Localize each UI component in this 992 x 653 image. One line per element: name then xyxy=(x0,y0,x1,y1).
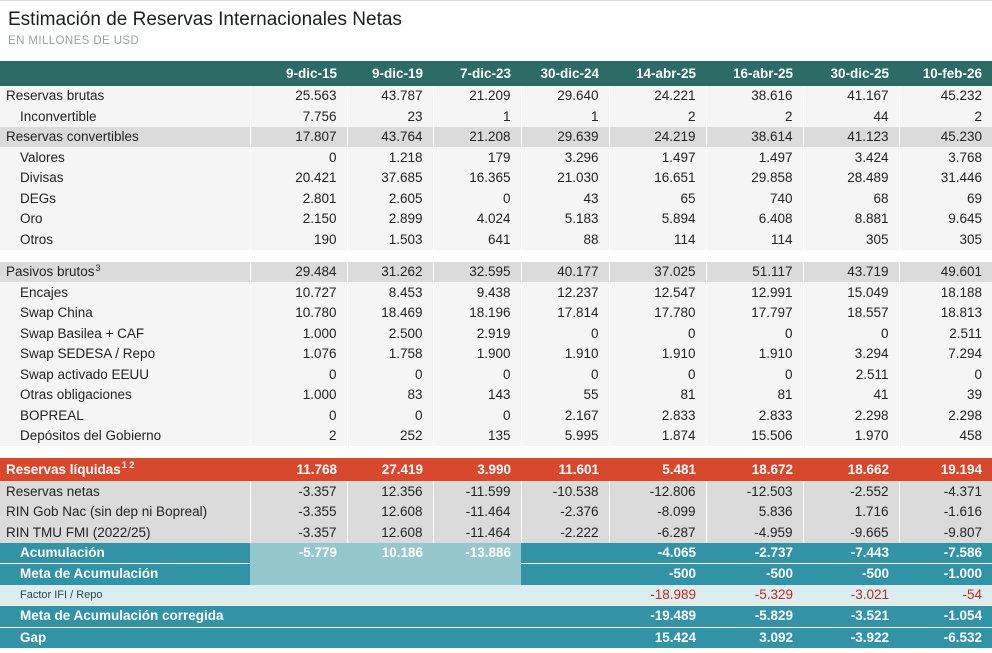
row-label: Factor IFI / Repo xyxy=(0,585,250,606)
cell: 0 xyxy=(609,364,706,384)
cell: -12.503 xyxy=(706,481,803,501)
row-label: Reservas líquidas$^{1 2}$ xyxy=(0,458,250,481)
cell: -7.586 xyxy=(899,543,992,564)
table-row xyxy=(0,303,992,323)
cell: 18.813 xyxy=(899,303,992,323)
table-body xyxy=(0,86,992,648)
row-label: Acumulación xyxy=(0,543,250,564)
row-label: Inconvertible xyxy=(0,106,250,126)
cell: 0 xyxy=(250,147,347,167)
cell: 0 xyxy=(347,405,433,425)
cell: 43.764 xyxy=(347,127,433,147)
cell: -4.065 xyxy=(609,543,706,564)
cell: 7.294 xyxy=(899,344,992,364)
cell xyxy=(521,585,609,606)
cell: 1.900 xyxy=(433,344,521,364)
cell: 2.899 xyxy=(347,209,433,229)
cell xyxy=(433,564,521,585)
cell: -2.222 xyxy=(521,522,609,542)
cell: 0 xyxy=(250,405,347,425)
cell: 55 xyxy=(521,385,609,405)
table-row xyxy=(0,426,992,446)
cell: -500 xyxy=(803,564,899,585)
cell: -500 xyxy=(706,564,803,585)
cell: 16.651 xyxy=(609,168,706,188)
cell: 1.497 xyxy=(706,147,803,167)
cell: -1.000 xyxy=(899,564,992,585)
cell: 18.557 xyxy=(803,303,899,323)
cell: 1.497 xyxy=(609,147,706,167)
cell: -7.443 xyxy=(803,543,899,564)
cell: 18.188 xyxy=(899,282,992,302)
cell xyxy=(521,606,609,627)
cell: 43 xyxy=(521,188,609,208)
cell: 2.833 xyxy=(706,405,803,425)
cell xyxy=(250,606,347,627)
cell: 18.469 xyxy=(347,303,433,323)
cell: -6.532 xyxy=(899,627,992,648)
cell: 190 xyxy=(250,229,347,249)
cell: 5.836 xyxy=(706,502,803,522)
cell: 0 xyxy=(521,323,609,343)
cell: 24.219 xyxy=(609,127,706,147)
cell: 1.076 xyxy=(250,344,347,364)
cell xyxy=(347,564,433,585)
cell xyxy=(433,606,521,627)
row-label: Meta de Acumulación corregida xyxy=(0,606,250,627)
cell: 45.230 xyxy=(899,127,992,147)
column-header: 7-dic-23 xyxy=(433,61,521,86)
table-row xyxy=(0,106,992,126)
cell: 38.616 xyxy=(706,86,803,106)
cell: -3.357 xyxy=(250,522,347,542)
table-row xyxy=(0,405,992,425)
cell: 10.186 xyxy=(347,543,433,564)
cell: 1.910 xyxy=(609,344,706,364)
column-header: 10-feb-26 xyxy=(899,61,992,86)
cell: 31.262 xyxy=(347,262,433,282)
cell xyxy=(521,564,609,585)
corner-header xyxy=(0,61,250,86)
cell: 2.511 xyxy=(803,364,899,384)
cell: 2.801 xyxy=(250,188,347,208)
cell: -6.287 xyxy=(609,522,706,542)
cell: 65 xyxy=(609,188,706,208)
row-label: Reservas netas xyxy=(0,481,250,501)
table-row xyxy=(0,502,992,522)
cell: 3.092 xyxy=(706,627,803,648)
cell: 83 xyxy=(347,385,433,405)
cell: -9.807 xyxy=(899,522,992,542)
cell: 10.727 xyxy=(250,282,347,302)
cell: 0 xyxy=(433,364,521,384)
cell xyxy=(521,627,609,648)
row-label: Divisas xyxy=(0,168,250,188)
cell: 15.049 xyxy=(803,282,899,302)
page-title: Estimación de Reservas Internacionales Netas xyxy=(8,9,402,30)
row-label: Otras obligaciones xyxy=(0,385,250,405)
table-row xyxy=(0,364,992,384)
section-spacer xyxy=(0,446,992,458)
row-label: Swap Basilea + CAF xyxy=(0,323,250,343)
cell: 1.218 xyxy=(347,147,433,167)
table-row xyxy=(0,188,992,208)
cell: 29.639 xyxy=(521,127,609,147)
cell: -2.376 xyxy=(521,502,609,522)
cell: 44 xyxy=(803,106,899,126)
table-row xyxy=(0,209,992,229)
row-label: RIN TMU FMI (2022/25) xyxy=(0,522,250,542)
cell: 39 xyxy=(899,385,992,405)
cell: -11.599 xyxy=(433,481,521,501)
cell: 1.970 xyxy=(803,426,899,446)
cell: 179 xyxy=(433,147,521,167)
cell: 1.910 xyxy=(521,344,609,364)
cell: 18.672 xyxy=(706,458,803,481)
cell: 43.719 xyxy=(803,262,899,282)
cell: 2 xyxy=(250,426,347,446)
cell: 10.780 xyxy=(250,303,347,323)
row-label: Oro xyxy=(0,209,250,229)
column-header: 14-abr-25 xyxy=(609,61,706,86)
table-row xyxy=(0,543,992,564)
row-label: Pasivos brutos$^3$ xyxy=(0,262,250,282)
cell: 2.150 xyxy=(250,209,347,229)
cell: 4.024 xyxy=(433,209,521,229)
cell: 17.797 xyxy=(706,303,803,323)
cell: 305 xyxy=(803,229,899,249)
table-row xyxy=(0,282,992,302)
cell: 21.030 xyxy=(521,168,609,188)
cell: 1.910 xyxy=(706,344,803,364)
cell: 0 xyxy=(521,364,609,384)
cell: 17.814 xyxy=(521,303,609,323)
cell: 21.208 xyxy=(433,127,521,147)
cell: 28.489 xyxy=(803,168,899,188)
cell: 0 xyxy=(347,364,433,384)
cell: 11.768 xyxy=(250,458,347,481)
cell: 24.221 xyxy=(609,86,706,106)
cell: 17.807 xyxy=(250,127,347,147)
cell: -11.464 xyxy=(433,502,521,522)
table-row xyxy=(0,86,992,106)
page-subtitle: EN MILLONES DE USD xyxy=(8,35,140,47)
table-row xyxy=(0,385,992,405)
cell: 88 xyxy=(521,229,609,249)
row-label: Reservas brutas xyxy=(0,86,250,106)
cell: 12.237 xyxy=(521,282,609,302)
cell: 0 xyxy=(803,323,899,343)
cell: 9.645 xyxy=(899,209,992,229)
cell xyxy=(347,627,433,648)
cell: 252 xyxy=(347,426,433,446)
cell: 0 xyxy=(609,323,706,343)
cell: 29.484 xyxy=(250,262,347,282)
column-header: 30-dic-24 xyxy=(521,61,609,86)
cell: 9.438 xyxy=(433,282,521,302)
cell: 25.563 xyxy=(250,86,347,106)
table-row xyxy=(0,585,992,606)
cell: 23 xyxy=(347,106,433,126)
cell: -1.054 xyxy=(899,606,992,627)
cell: -2.737 xyxy=(706,543,803,564)
cell: 2.298 xyxy=(899,405,992,425)
reserves-table xyxy=(0,61,992,648)
cell xyxy=(250,585,347,606)
cell: 15.424 xyxy=(609,627,706,648)
cell: 68 xyxy=(803,188,899,208)
cell: 12.608 xyxy=(347,502,433,522)
cell: -12.806 xyxy=(609,481,706,501)
cell: -8.099 xyxy=(609,502,706,522)
cell xyxy=(433,627,521,648)
column-header: 9-dic-19 xyxy=(347,61,433,86)
cell: 41 xyxy=(803,385,899,405)
cell: -3.922 xyxy=(803,627,899,648)
cell: 0 xyxy=(706,364,803,384)
table-row xyxy=(0,323,992,343)
cell: 18.196 xyxy=(433,303,521,323)
cell: 69 xyxy=(899,188,992,208)
cell: 40.177 xyxy=(521,262,609,282)
cell: -3.357 xyxy=(250,481,347,501)
cell: 38.614 xyxy=(706,127,803,147)
cell: 458 xyxy=(899,426,992,446)
cell: 2.605 xyxy=(347,188,433,208)
row-label: BOPREAL xyxy=(0,405,250,425)
cell: 0 xyxy=(250,364,347,384)
cell xyxy=(433,585,521,606)
row-label: Swap activado EEUU xyxy=(0,364,250,384)
footnote-marker: 1 2 xyxy=(121,460,135,471)
cell: 2.167 xyxy=(521,405,609,425)
cell: 2.298 xyxy=(803,405,899,425)
cell: 3.424 xyxy=(803,147,899,167)
row-label: Depósitos del Gobierno xyxy=(0,426,250,446)
cell: 5.995 xyxy=(521,426,609,446)
column-header: 30-dic-25 xyxy=(803,61,899,86)
table-row xyxy=(0,481,992,501)
cell xyxy=(250,627,347,648)
row-label: Reservas convertibles xyxy=(0,127,250,147)
cell: 37.025 xyxy=(609,262,706,282)
row-label: Gap xyxy=(0,627,250,648)
cell: -3.021 xyxy=(803,585,899,606)
cell: 740 xyxy=(706,188,803,208)
cell: -10.538 xyxy=(521,481,609,501)
cell: 305 xyxy=(899,229,992,249)
cell: 43.787 xyxy=(347,86,433,106)
cell: 49.601 xyxy=(899,262,992,282)
cell: 0 xyxy=(433,188,521,208)
cell: 2.511 xyxy=(899,323,992,343)
cell: 1.758 xyxy=(347,344,433,364)
cell: 19.194 xyxy=(899,458,992,481)
row-label: DEGs xyxy=(0,188,250,208)
column-header: 16-abr-25 xyxy=(706,61,803,86)
footnote-marker: 3 xyxy=(95,262,101,273)
cell: 12.547 xyxy=(609,282,706,302)
cell: 1.000 xyxy=(250,323,347,343)
cell: 114 xyxy=(706,229,803,249)
cell: 3.294 xyxy=(803,344,899,364)
cell: -3.355 xyxy=(250,502,347,522)
section-spacer xyxy=(0,250,992,262)
cell: 27.419 xyxy=(347,458,433,481)
cell: 0 xyxy=(433,405,521,425)
cell: 16.365 xyxy=(433,168,521,188)
cell: 5.894 xyxy=(609,209,706,229)
cell: 51.117 xyxy=(706,262,803,282)
cell: 81 xyxy=(609,385,706,405)
cell: 2.500 xyxy=(347,323,433,343)
table-row xyxy=(0,344,992,364)
row-label: Encajes xyxy=(0,282,250,302)
cell: -5.779 xyxy=(250,543,347,564)
cell: 12.356 xyxy=(347,481,433,501)
cell: -9.665 xyxy=(803,522,899,542)
cell: 45.232 xyxy=(899,86,992,106)
column-header: 9-dic-15 xyxy=(250,61,347,86)
cell: 41.123 xyxy=(803,127,899,147)
cell: 12.991 xyxy=(706,282,803,302)
cell: 15.506 xyxy=(706,426,803,446)
row-label: Swap China xyxy=(0,303,250,323)
cell xyxy=(250,564,347,585)
table-row xyxy=(0,564,992,585)
cell: 18.662 xyxy=(803,458,899,481)
table-row xyxy=(0,458,992,481)
table-row xyxy=(0,147,992,167)
cell: -13.886 xyxy=(433,543,521,564)
cell: 31.446 xyxy=(899,168,992,188)
cell: 2.919 xyxy=(433,323,521,343)
table-row xyxy=(0,127,992,147)
table-row xyxy=(0,262,992,282)
cell: 2.833 xyxy=(609,405,706,425)
page-header xyxy=(0,1,992,49)
table-head-row xyxy=(0,61,992,86)
cell: 2 xyxy=(899,106,992,126)
cell: 3.990 xyxy=(433,458,521,481)
cell: 3.296 xyxy=(521,147,609,167)
row-label: Meta de Acumulación xyxy=(0,564,250,585)
cell: -54 xyxy=(899,585,992,606)
cell: 29.858 xyxy=(706,168,803,188)
table-row xyxy=(0,606,992,627)
cell: 2 xyxy=(609,106,706,126)
cell: 81 xyxy=(706,385,803,405)
row-label: Swap SEDESA / Repo xyxy=(0,344,250,364)
cell: 21.209 xyxy=(433,86,521,106)
cell: -5.329 xyxy=(706,585,803,606)
cell: -11.464 xyxy=(433,522,521,542)
cell: 1.503 xyxy=(347,229,433,249)
cell: 1.716 xyxy=(803,502,899,522)
cell: -5.829 xyxy=(706,606,803,627)
cell: 6.408 xyxy=(706,209,803,229)
table-row xyxy=(0,229,992,249)
cell xyxy=(347,606,433,627)
cell: 32.595 xyxy=(433,262,521,282)
row-label: RIN Gob Nac (sin dep ni Bopreal) xyxy=(0,502,250,522)
table-row xyxy=(0,168,992,188)
cell xyxy=(347,585,433,606)
cell: 0 xyxy=(899,364,992,384)
cell: 37.685 xyxy=(347,168,433,188)
row-label: Otros xyxy=(0,229,250,249)
cell: 20.421 xyxy=(250,168,347,188)
cell: 2 xyxy=(706,106,803,126)
cell: 641 xyxy=(433,229,521,249)
cell: 1.000 xyxy=(250,385,347,405)
table-row xyxy=(0,522,992,542)
cell: 1 xyxy=(433,106,521,126)
row-label: Valores xyxy=(0,147,250,167)
cell: -500 xyxy=(609,564,706,585)
cell: 1.874 xyxy=(609,426,706,446)
cell: 135 xyxy=(433,426,521,446)
cell: -1.616 xyxy=(899,502,992,522)
cell: 41.167 xyxy=(803,86,899,106)
table-row xyxy=(0,627,992,648)
cell: 8.881 xyxy=(803,209,899,229)
cell: 11.601 xyxy=(521,458,609,481)
cell: 0 xyxy=(706,323,803,343)
cell: 29.640 xyxy=(521,86,609,106)
cell: 5.481 xyxy=(609,458,706,481)
cell: 1 xyxy=(521,106,609,126)
cell: -3.521 xyxy=(803,606,899,627)
cell xyxy=(521,543,609,564)
cell: 143 xyxy=(433,385,521,405)
cell: -2.552 xyxy=(803,481,899,501)
cell: -18.989 xyxy=(609,585,706,606)
cell: 12.608 xyxy=(347,522,433,542)
cell: 3.768 xyxy=(899,147,992,167)
cell: -19.489 xyxy=(609,606,706,627)
cell: 114 xyxy=(609,229,706,249)
cell: -4.959 xyxy=(706,522,803,542)
cell: -4.371 xyxy=(899,481,992,501)
cell: 8.453 xyxy=(347,282,433,302)
cell: 17.780 xyxy=(609,303,706,323)
cell: 5.183 xyxy=(521,209,609,229)
cell: 7.756 xyxy=(250,106,347,126)
